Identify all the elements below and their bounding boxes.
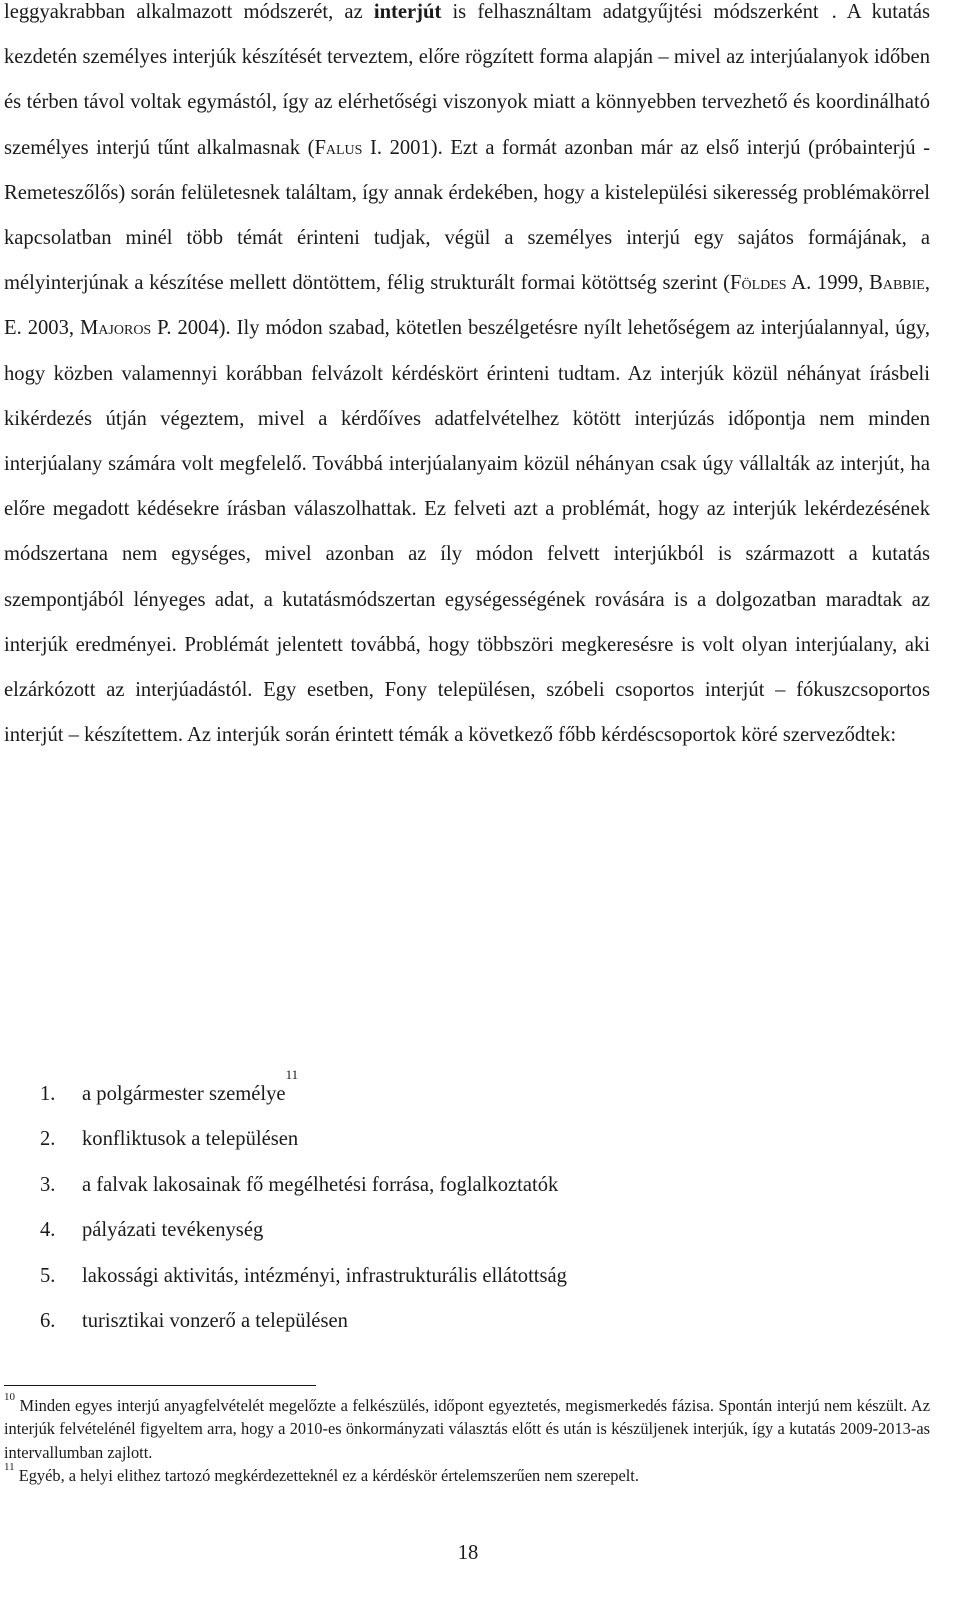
citation-majoros: Majoros bbox=[80, 317, 152, 340]
citation-foldes: Földes bbox=[730, 272, 787, 295]
footnotes bbox=[4, 1391, 930, 1487]
paragraph-run-1: leggyakrabban alkalmazott módszerét, az bbox=[4, 1, 374, 23]
list-item-number: 4. bbox=[40, 1219, 56, 1242]
list-item-text: a polgármester személye bbox=[82, 1083, 286, 1105]
paragraph-run-3: . A kutatás kezdetén személyes interjúk készítését terveztem, előre rögzített forma alapján – mivel az interjúalanyok időben és térben távol voltak egymástól, így az elérhetőségi viszonyok miatt a könnyebben tervezhető és koordinálható személyes interjú tűnt alkalmasnak ( bbox=[4, 1, 930, 159]
list-item-text: konfliktusok a településen bbox=[82, 1128, 299, 1151]
footnote-number: 11 bbox=[4, 1460, 15, 1473]
page-number: 18 bbox=[457, 1542, 479, 1564]
footnote-ref-11[interactable]: 11 bbox=[285, 1067, 299, 1082]
list-item-number: 3. bbox=[40, 1173, 56, 1196]
list-item bbox=[40, 1117, 567, 1162]
list-item bbox=[40, 1163, 567, 1208]
paragraph-run-4: I. 2001). Ezt a formát azonban már az első interjú (próbainterjú - Remeteszőlős) során felületesnek találtam, így annak érdekében, hogy a kistelepülési sikeresség problémakörrel kapcsolatban minél több témát érinteni tudjak, végül a személyes interjú egy sajátos formájának, a mélyinterjúnak a készítése mellett döntöttem, félig strukturált formai kötöttség szerint ( bbox=[4, 136, 930, 295]
footnote-11 bbox=[4, 1460, 930, 1487]
list-item-number: 1. bbox=[40, 1083, 56, 1105]
footnote-number: 10 bbox=[4, 1391, 15, 1403]
paragraph-run-2: is felhasználtam adatgyűjtési módszerként bbox=[441, 1, 819, 23]
list-item-number: 6. bbox=[40, 1309, 56, 1332]
footnote-text: Minden egyes interjú anyagfelvételét megelőzte a felkészülés, időpont egyeztetés, megismerkedés fázisa. Spontán interjú nem készült. Az interjúk felvételénél figyeltem arra, hogy a 2010-es önkormányzati választás előtt és után is készüljenek interjúk, így a kutatás 2009-2013-as intervallumban zajlott. bbox=[4, 1396, 930, 1462]
paragraph-run-7: P. 2004). Ily módon szabad, kötetlen beszélgetésre nyílt lehetőségem az interjúalannyal, úgy, hogy közben valamennyi korábban felvázolt kérdéskört érinteni tudtam. Az interjúk közül néhányat írásbeli kikérdezés útján végeztem, mivel a kérdőíves adatfelvételhez kötött interjúzás időpontja nem minden interjúalany számára volt megfelelő. Továbbá interjúalanyaim közül néhányan csak úgy vállalták az interjút, ha előre megadott kédésekre írásban válaszolhattak. Ez felveti azt a problémát, hogy az interjúk lekérdezésének módszertana nem egységes, mivel azonban az íly módon felvett interjúkból is származott a kutatás szempontjából lényeges adat, a kutatásmódszertan egységességének rovására is a dolgozatban maradtak az interjúk eredményei. Problémát jelentett továbbá, hogy többszöri megkeresésre is volt olyan interjúalany, aki elzárkózott az interjúadástól. Egy esetben, Fony településen, szóbeli csoportos interjút – fókuszcsoportos interjút – készítettem. Az interjúk során érintett témák a következő főbb kérdéscsoportok köré szerveződtek: bbox=[4, 317, 930, 747]
citation-falus: Falus bbox=[314, 136, 363, 159]
list-item-text: pályázati tevékenység bbox=[82, 1219, 264, 1242]
footnote-separator bbox=[4, 1385, 316, 1386]
bold-term-interjut: interjút bbox=[373, 1, 442, 23]
topic-list bbox=[40, 1067, 567, 1344]
paragraph-run-6: , E. 2003, bbox=[4, 272, 930, 340]
list-item bbox=[40, 1067, 567, 1117]
citation-babbie: Babbie bbox=[869, 272, 925, 295]
list-item-number: 2. bbox=[40, 1128, 56, 1151]
paragraph-run-5: A. 1999, bbox=[786, 272, 870, 295]
list-item-number: 5. bbox=[40, 1264, 56, 1287]
footnote-text: Egyéb, a helyi elithez tartozó megkérdezetteknél ez a kérdéskör értelemszerűen nem szerepelt. bbox=[14, 1465, 639, 1485]
body-paragraph bbox=[4, 0, 930, 758]
list-item bbox=[40, 1299, 567, 1344]
list-item bbox=[40, 1208, 567, 1253]
list-item-text: turisztikai vonzerő a településen bbox=[82, 1309, 348, 1332]
list-item bbox=[40, 1254, 567, 1299]
footnote-10 bbox=[4, 1391, 930, 1464]
list-item-text: lakossági aktivitás, intézményi, infrastrukturális ellátottság bbox=[82, 1264, 567, 1287]
list-item-text: a falvak lakosainak fő megélhetési forrása, foglalkoztatók bbox=[82, 1173, 559, 1196]
